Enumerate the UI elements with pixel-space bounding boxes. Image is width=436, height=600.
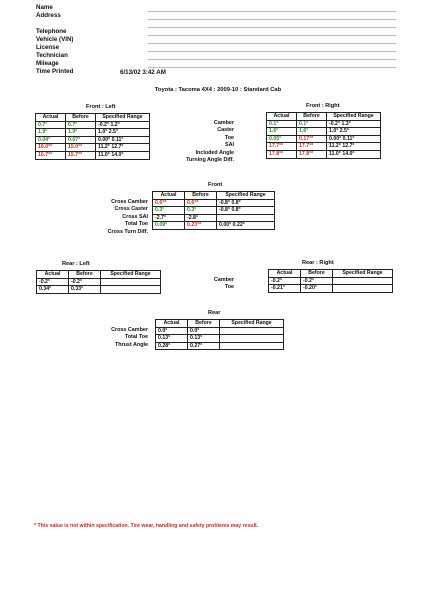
table-row: 17.7°* 17.7°* 11.2° 12.7°: [267, 143, 381, 151]
table-row: 16.7°* 15.7°* 11.0° 14.0°: [36, 151, 150, 159]
table-row: -0.2° -0.2°: [37, 278, 161, 286]
table-row: 1.9° 1.9° 1.0° 2.5°: [36, 129, 150, 137]
field-label: Telephone: [36, 28, 67, 35]
field-label: Technician: [36, 52, 68, 59]
field-technician: [36, 52, 396, 60]
table-row: 0.13° 0.13°: [156, 335, 284, 343]
field-label: License: [36, 44, 60, 51]
table-row: 0.1° 0.1° -0.2° 1.3°: [267, 120, 381, 128]
table-row: 0.7° 0.7° -0.2° 1.2°: [36, 121, 150, 129]
col-spec: Specified Range: [96, 114, 150, 122]
label-included-angle: Included Angle: [195, 149, 234, 156]
front-right-table: Actual Before Specified Range 0.1° 0.1° -0.2° 1.3° 1.6° 1.6° 1.0° 2.5° 0.05° 0.17°* 0.00° 0.11° 17.7°* 17.7°* 11.2° 12.7° 17.8°* 17.8°* 11.0° 14.0°: [266, 112, 381, 159]
customer-info: [36, 4, 396, 76]
label-toe: Toe: [224, 134, 234, 141]
field-name: [36, 4, 396, 12]
rear-left-table: Actual Before Specified Range -0.2° -0.2° 0.34° 0.33°: [36, 270, 161, 294]
field-label: Mileage: [36, 60, 59, 67]
table-row: 0.0° 0.0°: [156, 327, 284, 335]
front-left-title: Front : Left: [86, 104, 116, 110]
table-row: 16.0°* 15.0°* 11.2° 12.7°: [36, 144, 150, 152]
field-label: Time Printed: [36, 68, 74, 75]
table-row: 0.34° 0.33°: [37, 286, 161, 294]
field-telephone: [36, 28, 396, 36]
front-title: Front: [208, 182, 223, 188]
table-row: 1.6° 1.6° 1.0° 2.5°: [267, 128, 381, 136]
table-row: 0.3° 0.3° -0.8° 0.8°: [153, 207, 275, 215]
table-row: 0.6°* 0.6°* -0.8° 0.8°: [153, 199, 275, 207]
rear-left-title: Rear : Left: [62, 261, 90, 267]
rear-title: Rear: [208, 310, 221, 316]
rear-cross-table: Actual Before Specified Range 0.0° 0.0° 0.13° 0.13° 0.28° 0.27°: [155, 319, 284, 350]
field-license: [36, 44, 396, 52]
label-turning-angle-diff: Turning Angle Diff.: [186, 156, 234, 163]
front-cross-labels: Cross Camber Cross Caster Cross SAI Total Toe Cross Turn Diff.: [107, 199, 148, 235]
front-left-table: [35, 113, 150, 160]
col-before: Before: [66, 114, 96, 122]
table-row: -0.2° -0.2°: [269, 277, 393, 285]
label-caster: Caster: [217, 127, 234, 134]
out-of-spec-footnote: * This value is not within specification. Tire wear, handling and safety problems may result.: [34, 523, 259, 529]
table-row: 0.28° 0.27°: [156, 342, 284, 350]
rear-cross-labels: Cross Camber Total Toe Thrust Angle: [111, 327, 148, 348]
field-vin: [36, 36, 396, 44]
label-sai: SAI: [225, 142, 234, 149]
field-time-printed: [36, 68, 396, 76]
field-address: [36, 12, 396, 20]
vehicle-title: Toyota : Tacoma 4X4 : 2009-10 : Standard Cab: [154, 87, 282, 93]
rear-right-title: Rear : Right: [302, 260, 334, 266]
field-mileage: [36, 60, 396, 68]
rear-measurement-labels: Camber Toe: [213, 277, 234, 291]
table-row: 0.09° 0.23°* 0.00° 0.22°: [153, 222, 275, 230]
field-label: Name: [36, 4, 53, 11]
table-row: 0.05° 0.17°* 0.00° 0.11°: [267, 135, 381, 143]
table-row: -0.21° -0.20°: [269, 285, 393, 293]
front-cross-table: Actual Before Specified Range 0.6°* 0.6°* -0.8° 0.8° 0.3° 0.3° -0.8° 0.8° -2.7° -2.8° 0.09° 0.23°* 0.00° 0.22°: [152, 191, 275, 230]
col-actual: Actual: [36, 114, 66, 122]
front-measurement-labels: [176, 120, 234, 164]
rear-right-table: Actual Before Specified Range -0.2° -0.2° -0.21° -0.20°: [268, 269, 393, 293]
field-label: Address: [36, 12, 61, 19]
front-right-title: Front : Right: [306, 103, 340, 109]
field-label: Vehicle (VIN): [36, 36, 74, 43]
label-camber: Camber: [213, 120, 234, 126]
table-row: 17.8°* 17.8°* 11.0° 14.0°: [267, 150, 381, 158]
table-row: -2.7° -2.8°: [153, 214, 275, 222]
table-row: 0.04° 0.07° 0.00° 0.11°: [36, 136, 150, 144]
time-printed-value: 6/13/02 3:42 AM: [120, 69, 166, 76]
